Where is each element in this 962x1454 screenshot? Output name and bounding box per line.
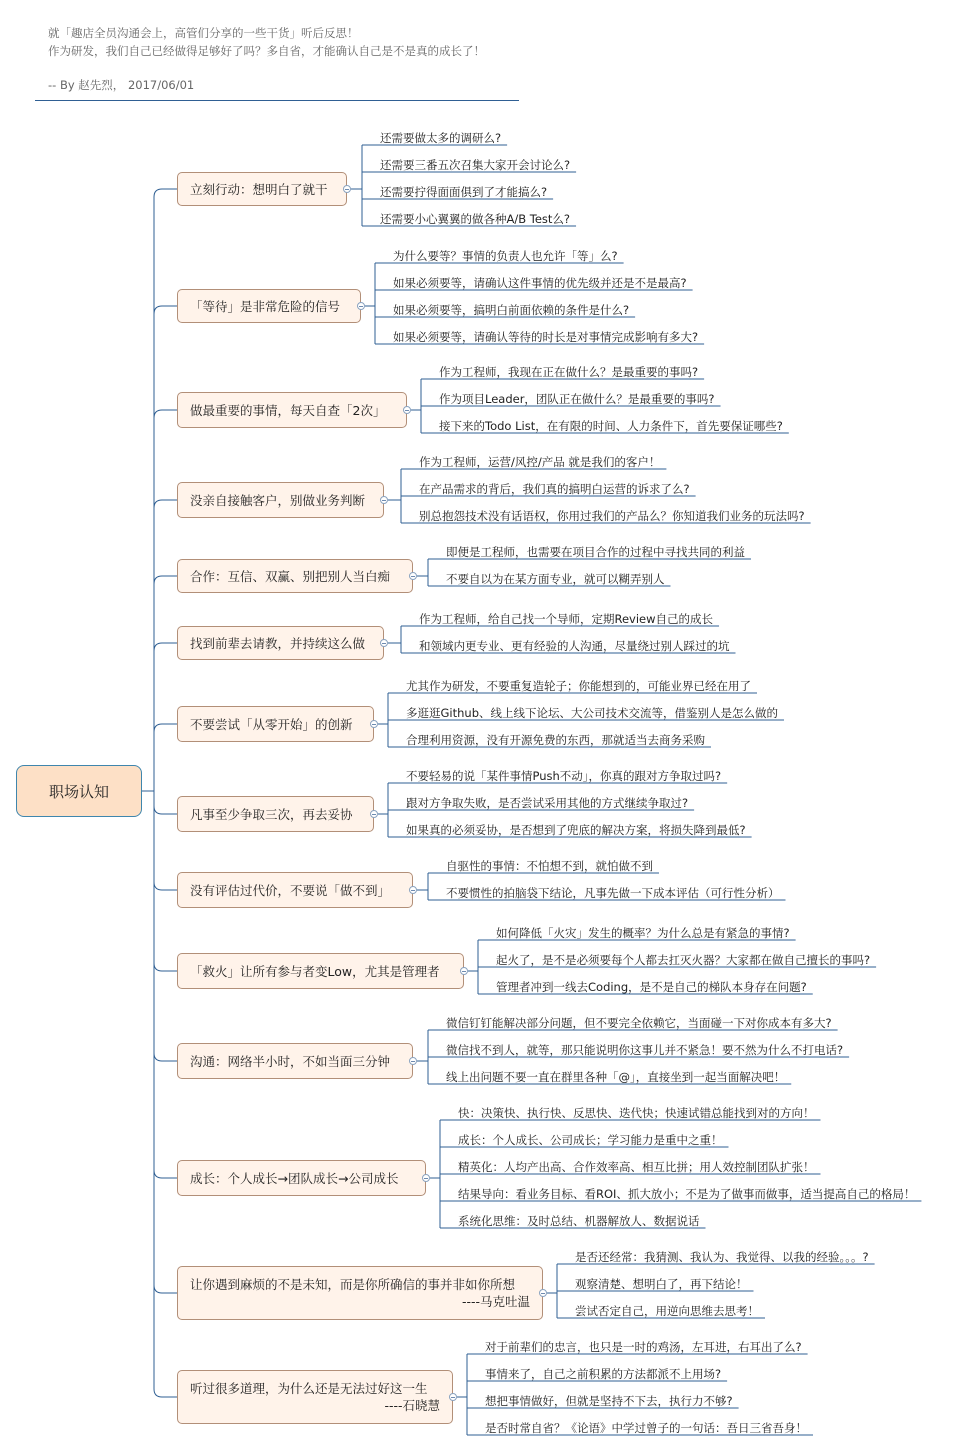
collapse-toggle-icon[interactable]	[343, 185, 351, 193]
collapse-toggle-icon[interactable]	[357, 302, 365, 310]
header-line-2: 作为研发，我们自己已经做得足够好了吗？多自省，才能确认自己是不是真的成长了！	[48, 44, 485, 58]
leaf-topic[interactable]: 不要惯性的拍脑袋下结论，凡事先做一下成本评估（可行性分析）	[446, 886, 780, 900]
root-topic-label: 职场认知	[48, 782, 109, 801]
leaf-topic[interactable]: 事情来了，自己之前积累的方法都派不上用场?	[485, 1367, 722, 1381]
branch-connector	[154, 189, 177, 197]
branch-topic[interactable]	[177, 1160, 426, 1196]
branch-topic-label: 不要尝试「从零开始」的创新	[190, 716, 353, 732]
leaf-topic[interactable]: 是否还经常：我猜测、我认为、我觉得、以我的经验。。。?	[575, 1250, 869, 1264]
branch-topic[interactable]	[177, 1266, 543, 1320]
leaf-topic[interactable]: 成长：个人成长、公司成长；学习能力是重中之重！	[458, 1133, 723, 1147]
branch-topic-label: 合作：互信、双赢、别把别人当白痴	[190, 568, 391, 584]
collapse-toggle-icon[interactable]	[370, 720, 378, 728]
leaf-topic[interactable]: 接下来的Todo List，在有限的时间、人力条件下，首先要保证哪些?	[439, 419, 783, 433]
leaf-topic[interactable]: 微信钉钉能解决部分问题，但不要完全依赖它，当面碰一下对你成本有多大?	[446, 1016, 832, 1030]
leaf-topic[interactable]: 微信找不到人，就等，那只能说明你这事儿并不紧急！要不然为什么不打电话?	[446, 1043, 844, 1057]
leaf-topic[interactable]: 即便是工程师，也需要在项目合作的过程中寻找共同的利益	[446, 545, 745, 559]
leaf-topic[interactable]: 和领域内更专业、更有经验的人沟通，尽量绕过别人踩过的坑	[419, 639, 730, 653]
branch-topic-attribution: ----马克吐温	[461, 1294, 530, 1309]
branch-topic-label: 「救火」让所有参与者变Low，尤其是管理者	[190, 963, 440, 979]
branch-topic-label: 成长：个人成长→团队成长→公司成长	[190, 1170, 399, 1186]
branch-topic-label: 沟通：网络半小时，不如当面三分钟	[190, 1053, 391, 1069]
branch-topic-label: 立刻行动：想明白了就干	[190, 181, 328, 197]
branch-connector	[154, 1053, 177, 1061]
branch-topic[interactable]	[177, 872, 413, 908]
leaf-topic[interactable]: 在产品需求的背后，我们真的搞明白运营的诉求了么?	[419, 482, 690, 496]
branch-topic[interactable]	[177, 289, 361, 323]
collapse-toggle-icon[interactable]	[380, 496, 388, 504]
branch-connector	[154, 1389, 177, 1397]
collapse-toggle-icon[interactable]	[403, 406, 411, 414]
leaf-topic[interactable]: 作为工程师，运营/风控/产品 就是我们的客户！	[419, 455, 661, 469]
branch-connector	[154, 306, 177, 314]
leaf-topic[interactable]: 想把事情做好，但就是坚持不下去，执行力不够?	[485, 1394, 733, 1408]
collapse-toggle-icon[interactable]	[370, 810, 378, 818]
branch-topic-label: 没有评估过代价，不要说「做不到」	[190, 882, 391, 898]
leaf-topic[interactable]: 起火了，是不是必须要每个人都去扛灭火器？大家都在做自己擅长的事吗?	[496, 953, 871, 967]
leaf-topic[interactable]: 还需要三番五次召集大家开会讨论么?	[380, 158, 571, 172]
branch-topic-label: 听过很多道理，为什么还是无法过好这一生	[190, 1381, 428, 1396]
leaf-topic[interactable]: 别总抱怨技术没有话语权，你用过我们的产品么？你知道我们业务的玩法吗?	[419, 509, 805, 523]
leaf-topic[interactable]: 还需要小心翼翼的做各种A/B Test么?	[380, 212, 571, 226]
leaf-topic[interactable]: 管理者冲到一线去Coding，是不是自己的梯队本身存在问题?	[496, 980, 807, 994]
branch-connector	[154, 724, 177, 732]
leaf-topic[interactable]: 还需要做太多的调研么?	[380, 131, 502, 145]
branch-connector	[154, 643, 177, 651]
leaf-topic[interactable]: 不要自以为在某方面专业，就可以糊弄别人	[446, 572, 665, 586]
leaf-topic[interactable]: 如果必须要等，请确认这件事情的优先级并还是不是最高?	[393, 276, 687, 290]
branch-topic-label: 做最重要的事情，每天自查「2次」	[190, 402, 386, 418]
branch-connector	[154, 576, 177, 584]
collapse-toggle-icon[interactable]	[422, 1174, 430, 1182]
leaf-topic[interactable]: 观察清楚、想明白了，再下结论！	[575, 1277, 748, 1291]
leaf-topic[interactable]: 作为工程师，我现在正在做什么？是最重要的事吗?	[439, 365, 699, 379]
collapse-toggle-icon[interactable]	[449, 1393, 457, 1401]
leaf-topic[interactable]: 作为项目Leader，团队正在做什么？是最重要的事吗?	[439, 392, 715, 406]
branch-topic-label: 凡事至少争取三次，再去妥协	[190, 806, 353, 822]
leaf-topic[interactable]: 是否时常自省？《论语》中学过曾子的一句话：吾日三省吾身！	[485, 1421, 807, 1435]
branch-topic-label: 找到前辈去请教，并持续这么做	[190, 635, 366, 651]
branch-topic[interactable]	[177, 626, 384, 660]
branch-topic[interactable]	[177, 706, 374, 742]
branch-topic-attribution: ----石晓慧	[384, 1398, 440, 1413]
leaf-topic[interactable]: 如何降低「火灾」发生的概率？为什么总是有紧急的事情?	[496, 926, 790, 940]
branch-topic-label: 「等待」是非常危险的信号	[190, 298, 341, 314]
branch-topic[interactable]	[177, 1370, 453, 1424]
leaf-topic[interactable]: 精英化：人均产出高、合作效率高、相互比拼；用人效控制团队扩张！	[458, 1160, 815, 1174]
leaf-topic[interactable]: 线上出问题不要一直在群里各种「@」，直接坐到一起当面解决吧！	[446, 1070, 786, 1084]
leaf-topic[interactable]: 对于前辈们的忠言，也只是一时的鸡汤，左耳进，右耳出了么?	[485, 1340, 802, 1354]
leaf-topic[interactable]: 为什么要等？事情的负责人也允许「等」么?	[393, 249, 618, 263]
collapse-toggle-icon[interactable]	[539, 1289, 547, 1297]
leaf-topic[interactable]: 不要轻易的说「某件事情Push不动」，你真的跟对方争取过吗?	[406, 769, 722, 783]
leaf-topic[interactable]: 跟对方争取失败，是否尝试采用其他的方式继续争取过?	[406, 796, 689, 810]
branch-connector	[154, 1285, 177, 1293]
branch-topic[interactable]	[177, 953, 464, 989]
leaf-topic[interactable]: 如果真的必须妥协，是否想到了兜底的解决方案，将损失降到最低?	[406, 823, 746, 837]
header-line-1: 就「趣店全员沟通会上，高管们分享的一些干货」听后反思！	[48, 26, 359, 40]
root-topic[interactable]	[16, 765, 142, 817]
leaf-topic[interactable]: 多逛逛Github、线上线下论坛、大公司技术交流等，借鉴别人是怎么做的	[406, 706, 778, 720]
leaf-topic[interactable]: 作为工程师，给自己找一个导师，定期Review自己的成长	[419, 612, 714, 626]
collapse-toggle-icon[interactable]	[460, 967, 468, 975]
branch-connector	[154, 1170, 177, 1178]
branch-topic[interactable]	[177, 482, 384, 518]
leaf-topic[interactable]: 快：决策快、执行快、反思快、迭代快；快速试错总能找到对的方向！	[458, 1106, 815, 1120]
leaf-topic[interactable]: 尤其作为研发，不要重复造轮子；你能想到的，可能业界已经在用了	[406, 679, 751, 693]
branch-connector	[154, 963, 177, 971]
leaf-topic[interactable]: 系统化思维：及时总结、机器解放人、数据说话	[458, 1214, 700, 1228]
branch-connector	[154, 882, 177, 890]
leaf-topic[interactable]: 还需要拧得面面俱到了才能搞么?	[380, 185, 548, 199]
branch-connector	[154, 410, 177, 418]
collapse-toggle-icon[interactable]	[409, 1057, 417, 1065]
leaf-topic[interactable]: 如果必须要等，搞明白前面依赖的条件是什么?	[393, 303, 630, 317]
collapse-toggle-icon[interactable]	[409, 886, 417, 894]
branch-topic[interactable]	[177, 392, 407, 428]
branch-connector	[154, 500, 177, 508]
leaf-topic[interactable]: 自驱性的事情：不怕想不到，就怕做不到	[446, 859, 653, 873]
branch-topic[interactable]	[177, 796, 374, 832]
header-byline: -- By 赵先烈， 2017/06/01	[48, 78, 195, 92]
leaf-topic[interactable]: 尝试否定自己，用逆向思维去思考！	[575, 1304, 759, 1318]
branch-topic[interactable]	[177, 1043, 413, 1079]
leaf-topic[interactable]: 结果导向：看业务目标、看ROI、抓大放小；不是为了做事而做事，适当提高自己的格局！	[458, 1187, 916, 1201]
branch-topic[interactable]	[177, 172, 347, 206]
leaf-topic[interactable]: 合理利用资源，没有开源免费的东西，那就适当去商务采购	[406, 733, 705, 747]
branch-connector	[154, 806, 177, 814]
leaf-topic[interactable]: 如果必须要等，请确认等待的时长是对事情完成影响有多大?	[393, 330, 699, 344]
branch-topic[interactable]	[177, 559, 413, 593]
branch-topic-label: 让你遇到麻烦的不是未知，而是你所确信的事并非如你所想	[190, 1277, 516, 1292]
branch-topic-label: 没亲自接触客户，别做业务判断	[190, 492, 366, 508]
collapse-toggle-icon[interactable]	[380, 639, 388, 647]
collapse-toggle-icon[interactable]	[409, 572, 417, 580]
